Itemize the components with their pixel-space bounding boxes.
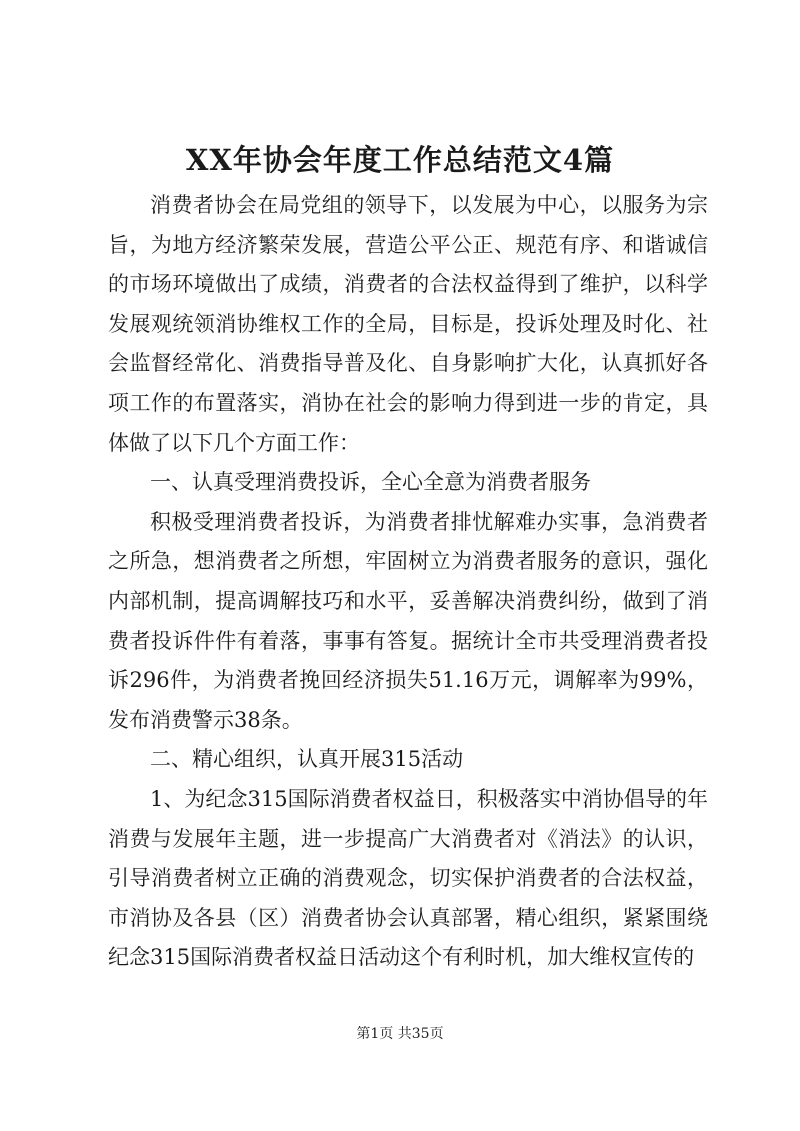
document-body (108, 186, 708, 978)
section-1-paragraph: 积极受理消费者投诉，为消费者排忧解难办实事，急消费者之所急，想消费者之所想，牢固树立为消费者服务的意识，强化内部机制，提高调解技巧和水平，妥善解决消费纠纷，做到了消费者投诉件件有着落，事事有答复。据统计全市共受理消费者投诉296件，为消费者挽回经济损失51.16万元，调解率为99%，发布消费警示38条。 (108, 509, 708, 732)
page-number-label: 第1页 共35页 (356, 1026, 444, 1042)
section-2-paragraph: 1、为纪念315国际消费者权益日，积极落实中消协倡导的年消费与发展年主题，进一步提高广大消费者对《消法》的认识，引导消费者树立正确的消费观念，切实保护消费者的合法权益，市消协及各县（区）消费者协会认真部署，精心组织，紧紧围绕纪念315国际消费者权益日活动这个有利时机，加大维权宣传的 (108, 786, 708, 970)
page-footer (0, 1024, 800, 1044)
intro-paragraph: 消费者协会在局党组的领导下，以发展为中心，以服务为宗旨，为地方经济繁荣发展，营造公平公正、规范有序、和谐诚信的市场环境做出了成绩，消费者的合法权益得到了维护，以科学发展观统领消协维权工作的全局，目标是，投诉处理及时化、社会监督经常化、消费指导普及化、自身影响扩大化，认真抓好各项工作的布置落实，消协在社会的影响力得到进一步的肯定，具体做了以下几个方面工作： (108, 193, 708, 455)
section-heading-2: 二、精心组织，认真开展315活动 (150, 747, 464, 772)
document-title: XX年协会年度工作总结范文4篇 (185, 143, 615, 177)
section-heading-1: 一、认真受理消费投诉，全心全意为消费者服务 (150, 470, 591, 495)
